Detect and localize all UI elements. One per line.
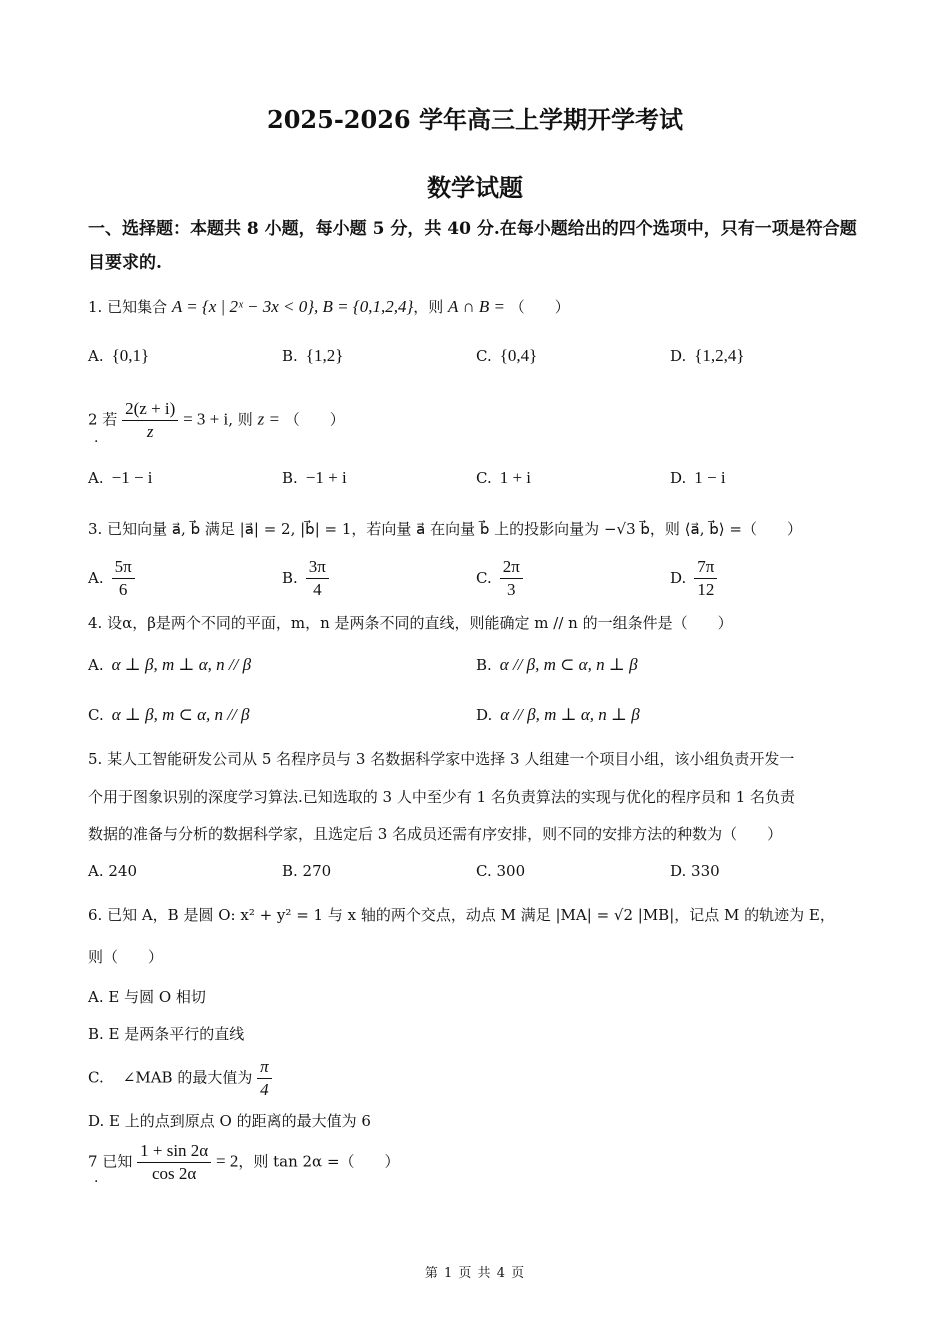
option-b: B. E 是两条平行的直线	[88, 1025, 245, 1043]
question-text: , 则	[228, 410, 253, 429]
equation-rhs: = 3 + i	[183, 409, 229, 429]
fraction: $\frac{2(z + i)}{z}$	[122, 398, 178, 443]
answer-paren: （ ）	[284, 410, 345, 429]
fraction: $\frac{\pi}{4}$	[257, 1056, 272, 1101]
option-a: A. $\frac{5\pi}{6}$	[88, 556, 135, 601]
question-number: 2	[88, 410, 98, 429]
option-b: B. −1 + i	[282, 468, 347, 487]
option-a: A. 240	[88, 862, 137, 880]
variable: z =	[257, 409, 280, 429]
option-b: B. 270	[282, 862, 332, 880]
equation-rhs: = 2	[216, 1151, 239, 1171]
set-definition: A = {x | 2ˣ − 3x < 0}, B = {0,1,2,4}	[171, 297, 414, 316]
question-4: 4. 设α，β是两个不同的平面，m，n 是两条不同的直线，则能确定 m // n 的一组条件是（ ）	[88, 614, 733, 632]
question-5-line-1: 5. 某人工智能研发公司从 5 名程序员与 3 名数据科学家中选择 3 人组建一个项目小组，该小组负责开发一	[88, 750, 795, 768]
answer-paren: （ ）	[509, 298, 570, 316]
question-1	[88, 296, 868, 318]
question-number: 1.	[88, 298, 103, 316]
option-b: B. $\frac{3\pi}{4}$	[282, 556, 329, 601]
option-c: C. α ⊥ β, m ⊂ α, n // β	[88, 705, 250, 724]
option-a: A. α ⊥ β, m ⊥ α, n // β	[88, 655, 252, 674]
option-d: D. $\frac{7\pi}{12}$	[670, 556, 717, 601]
question-3: 3. 已知向量 a⃗, b⃗ 满足 |a⃗| = 2, |b⃗| = 1，若向量 a⃗ 在向量 b⃗ 上的投影向量为 −√3 b⃗，则 ⟨a⃗, b⃗⟩ =（ ）	[88, 520, 802, 538]
question-text: 已知	[102, 1152, 133, 1171]
option-a: A. E 与圆 O 相切	[88, 988, 206, 1006]
question-text: 若	[102, 410, 118, 429]
option-b: B. α // β, m ⊂ α, n ⊥ β	[476, 655, 638, 674]
option-c: C. ∠MAB 的最大值为 $\frac{\pi}{4}$	[88, 1056, 868, 1101]
option-a: A. {0,1}	[88, 346, 150, 365]
fraction: $\frac{1 + \sin 2\alpha}{\cos 2\alpha}$	[137, 1140, 211, 1185]
question-7	[88, 1140, 868, 1185]
question-5-line-3: 数据的准备与分析的数据科学家，且选定后 3 名成员还需有序安排，则不同的安排方法的种数为（ ）	[88, 825, 783, 843]
exam-subtitle: 数学试题	[427, 173, 523, 202]
page-footer: 第 1 页 共 4 页	[424, 1266, 526, 1281]
question-number: 7	[88, 1152, 98, 1171]
section-heading: 一、选择题：本题共 8 小题，每小题 5 分，共 40 分.在每小题给出的四个选项中，只有一项是符合题目要求的.	[88, 219, 857, 273]
option-c: C. 1 + i	[476, 468, 532, 487]
option-d: D. 330	[670, 862, 720, 880]
option-d: D. α // β, m ⊥ α, n ⊥ β	[476, 705, 640, 724]
intersection-expr: A ∩ B =	[448, 297, 506, 316]
option-b: B. {1,2}	[282, 346, 344, 365]
option-d: D. E 上的点到原点 O 的距离的最大值为 6	[88, 1112, 371, 1130]
question-text: 已知集合	[107, 298, 168, 316]
option-c: C. {0,4}	[476, 346, 538, 365]
question-text: ，则	[413, 298, 444, 316]
stray-dot: ·	[94, 1174, 99, 1190]
option-c: C. 300	[476, 862, 526, 880]
option-d: D. {1,2,4}	[670, 346, 745, 365]
exam-title: 2025-2026 学年高三上学期开学考试	[267, 105, 683, 134]
question-2	[88, 398, 868, 443]
question-5-line-2: 个用于图象识别的深度学习算法.已知选取的 3 人中至少有 1 名负责算法的实现与优化的程序员和 1 名负责	[88, 788, 796, 806]
question-6-line-1: 6. 已知 A，B 是圆 O: x² + y² = 1 与 x 轴的两个交点，动点 M 满足 |MA| = √2 |MB|，记点 M 的轨迹为 E，	[88, 906, 835, 924]
question-6-line-2: 则（ ）	[88, 948, 164, 966]
option-c: C. $\frac{2\pi}{3}$	[476, 556, 523, 601]
option-d: D. 1 − i	[670, 468, 726, 487]
question-text: ，则 tan 2α =（ ）	[238, 1152, 400, 1171]
stray-dot: ·	[94, 434, 99, 450]
option-a: A. −1 − i	[88, 468, 153, 487]
